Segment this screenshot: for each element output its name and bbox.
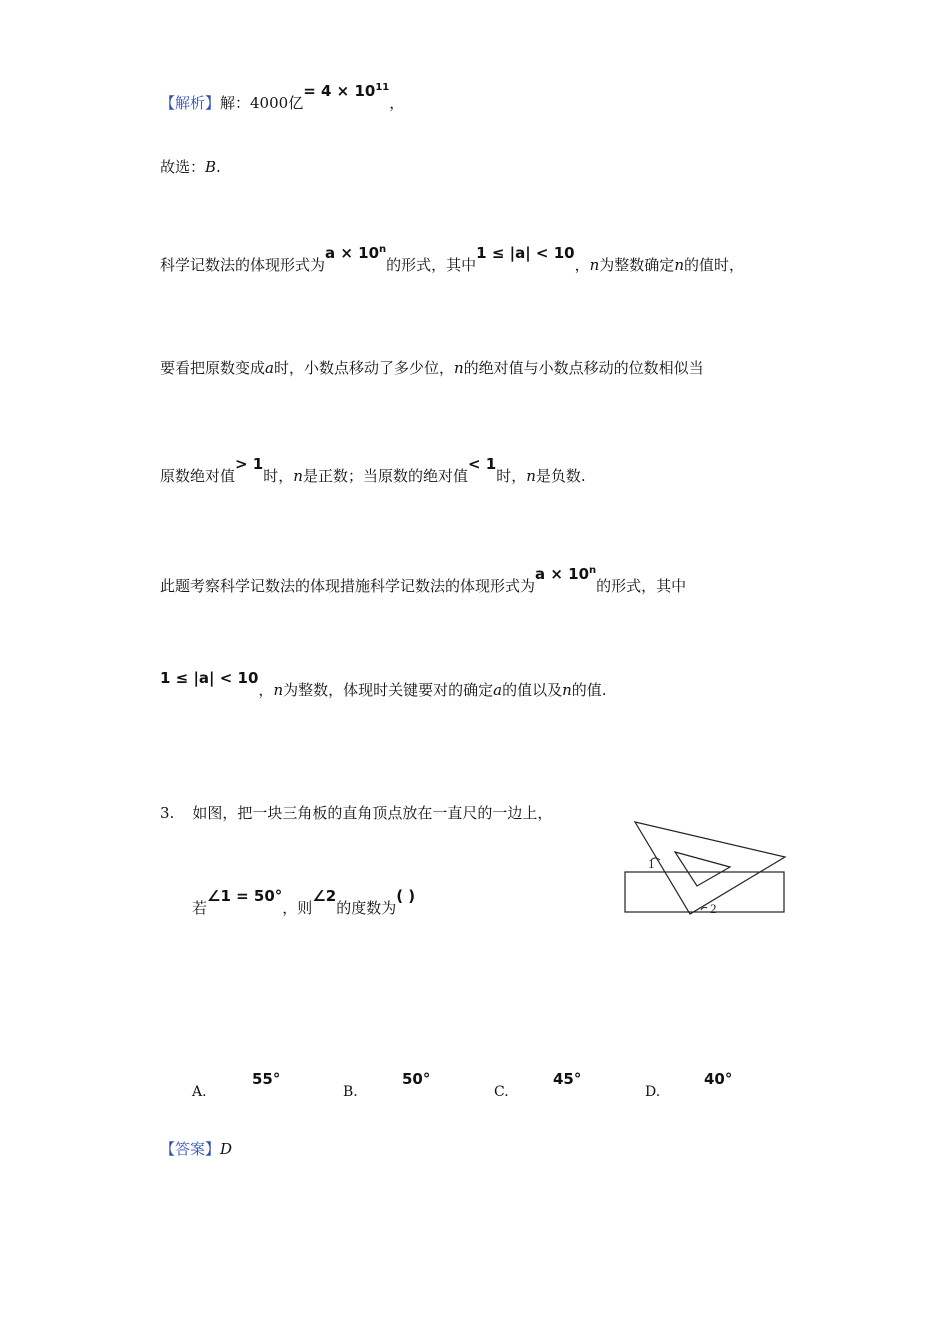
option-b-value[interactable]: 50° — [402, 1070, 431, 1088]
ruler — [625, 872, 784, 912]
question-3-line-2: 若∠1 = 50°，则∠2的度数为( ) — [192, 887, 416, 917]
option-a-value[interactable]: 55° — [252, 1070, 281, 1088]
paragraph-4: 此题考察科学记数法的体现措施科学记数法的体现形式为$a \times 10^n$的形式，其中 — [160, 565, 687, 595]
angle-2-arc — [701, 907, 707, 910]
paragraph-3: 原数绝对值> 1时，n是正数；当原数的绝对值< 1时，n是负数. — [160, 455, 586, 485]
triangle-inner — [675, 852, 730, 886]
formula-range: 1 ≤ |a| < 10 — [476, 244, 575, 262]
option-c-value[interactable]: 45° — [553, 1070, 582, 1088]
paragraph-1: 科学记数法的体现形式为$a \times 10^n$的形式，其中1 ≤ |a| < 10，n为整数确定n的值时， — [160, 244, 744, 274]
option-a-letter[interactable]: A. — [192, 1084, 207, 1100]
answer-value: D — [220, 1140, 233, 1158]
answer-tag: 【答案】 — [160, 1140, 221, 1158]
analysis-equation: = $4 \times 10^{11}$ — [303, 82, 390, 100]
option-b-letter[interactable]: B. — [343, 1084, 358, 1100]
analysis-line: 【解析】解：4000亿= $4 \times 10^{11}$， — [160, 82, 405, 112]
option-d-letter[interactable]: D. — [645, 1084, 661, 1100]
answer-parentheses: ( ) — [396, 887, 416, 905]
formula-a-times-10n: $a \times 10^n$ — [325, 244, 387, 262]
analysis-intro: 解：4000亿 — [220, 94, 304, 112]
question-text: 如图，把一块三角板的直角顶点放在一直尺的一边上， — [192, 804, 553, 822]
option-d-value[interactable]: 40° — [704, 1070, 733, 1088]
conclusion-answer: B. — [205, 158, 221, 176]
angle-1-label: 1 — [648, 856, 655, 871]
question-3-line-1 — [160, 803, 552, 823]
option-c-letter[interactable]: C. — [494, 1084, 509, 1100]
conclusion-line: 故选：B. — [160, 158, 221, 176]
answer-line — [160, 1139, 232, 1159]
paragraph-5: 1 ≤ |a| < 10，n为整数，体现时关键要对的确定a的值以及n的值. — [160, 669, 607, 699]
question-number: 3. — [160, 804, 175, 822]
angle-2-label: 2 — [710, 901, 717, 916]
paragraph-2: 要看把原数变成a时，小数点移动了多少位，n的绝对值与小数点移动的位数相似当 — [160, 359, 704, 377]
ruler-triangle-figure — [615, 812, 795, 922]
analysis-tag: 【解析】 — [160, 94, 221, 112]
